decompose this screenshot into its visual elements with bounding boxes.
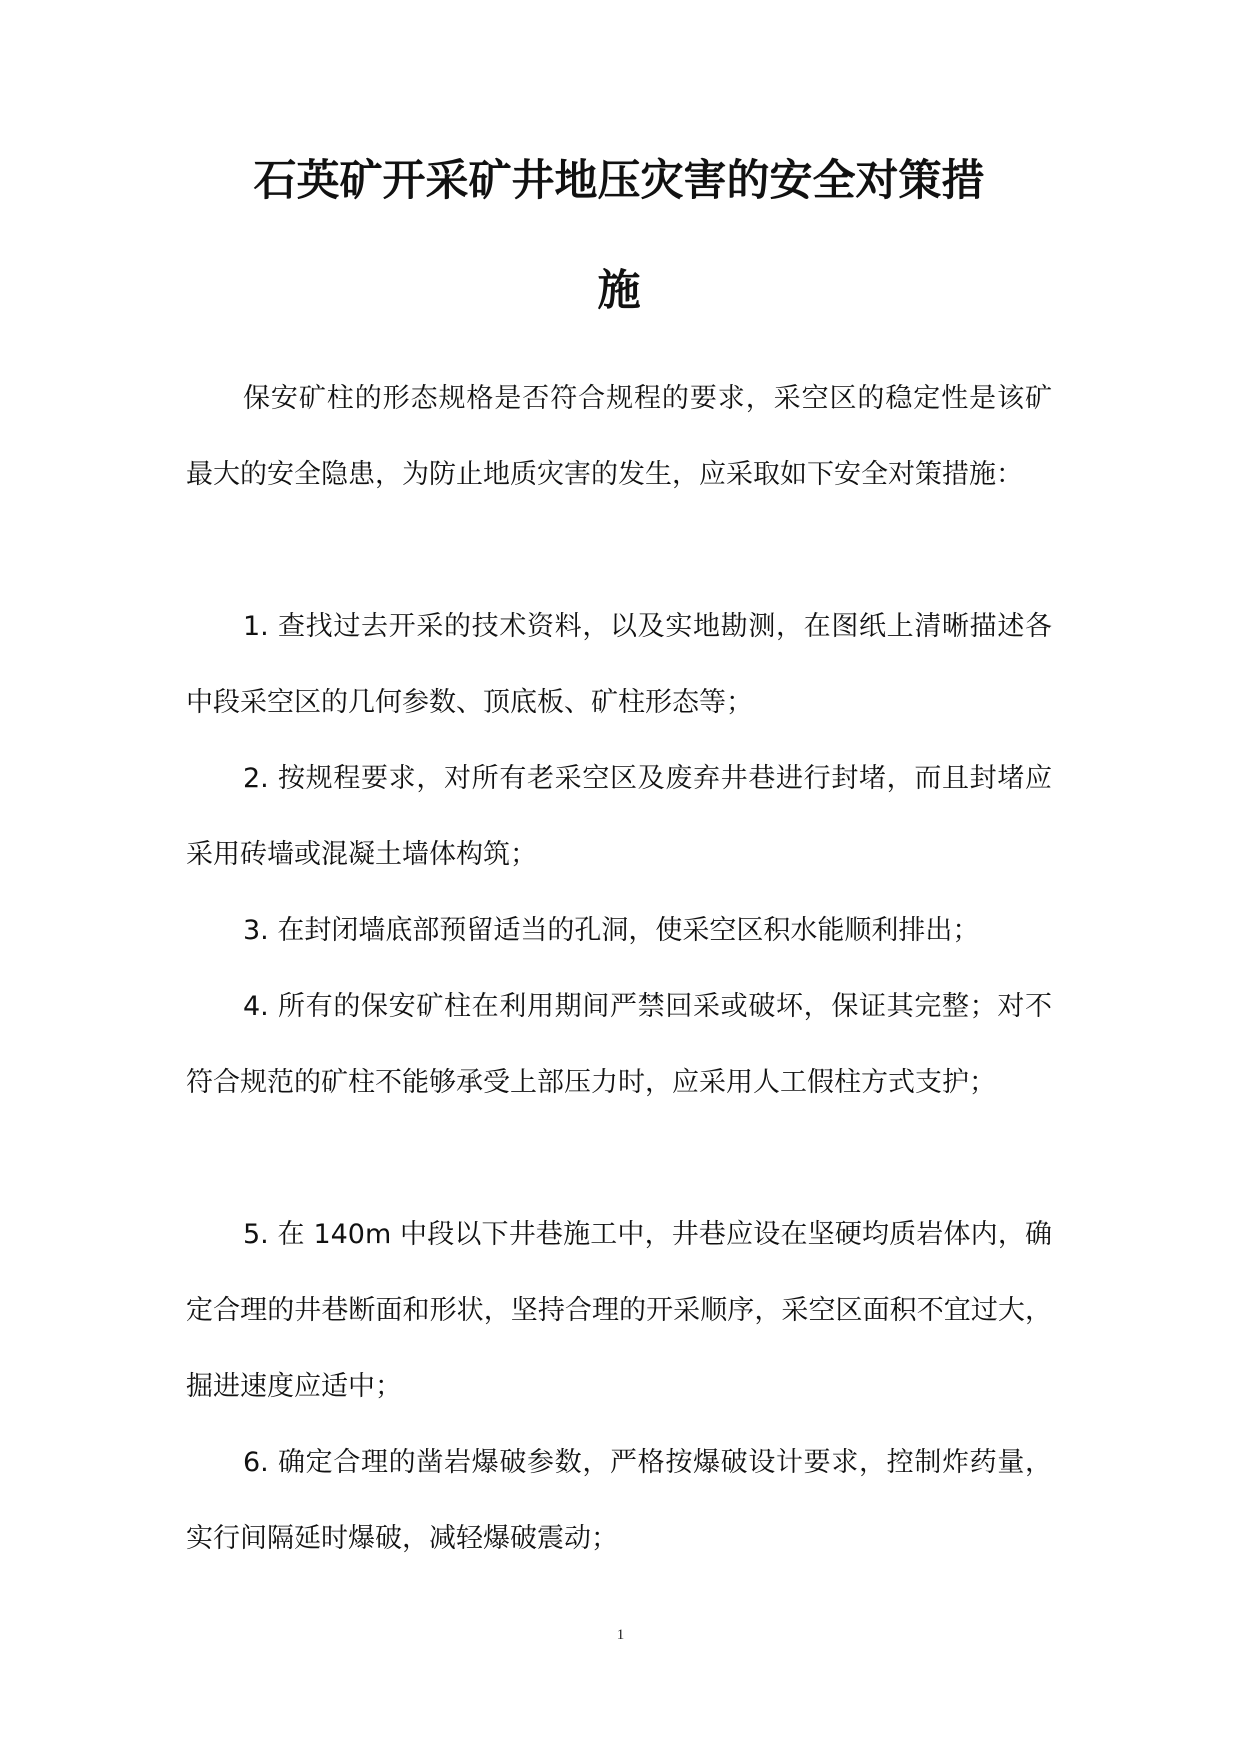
measure-item-5: 5. 在 140m 中段以下井巷施工中，井巷应设在坚硬均质岩体内，确定合理的井巷断面和形状，坚持合理的开采顺序，采空区面积不宜过大，掘进速度应适中； (186, 1219, 1052, 1402)
intro-paragraph: 保安矿柱的形态规格是否符合规程的要求，采空区的稳定性是该矿最大的安全隐患，为防止地质灾害的发生，应采取如下安全对策措施： (186, 383, 1052, 490)
measure-item-2: 2. 按规程要求，对所有老采空区及废弃井巷进行封堵，而且封堵应采用砖墙或混凝土墙体构筑； (186, 763, 1052, 870)
measure-item-1: 1. 查找过去开采的技术资料，以及实地勘测，在图纸上清晰描述各中段采空区的几何参数、顶底板、矿柱形态等； (186, 611, 1052, 718)
document-title-line-1: 石英矿开采矿井地压灾害的安全对策措 (253, 156, 985, 206)
measure-item-6: 6. 确定合理的凿岩爆破参数，严格按爆破设计要求，控制炸药量，实行间隔延时爆破，减轻爆破震动； (186, 1447, 1052, 1554)
page-number: 1 (616, 1627, 625, 1643)
measure-item-3: 3. 在封闭墙底部预留适当的孔洞，使采空区积水能顺利排出； (243, 915, 980, 946)
document-title-line-2: 施 (597, 266, 641, 316)
measure-item-4: 4. 所有的保安矿柱在利用期间严禁回采或破坏，保证其完整；对不符合规范的矿柱不能够承受上部压力时，应采用人工假柱方式支护； (186, 991, 1052, 1098)
